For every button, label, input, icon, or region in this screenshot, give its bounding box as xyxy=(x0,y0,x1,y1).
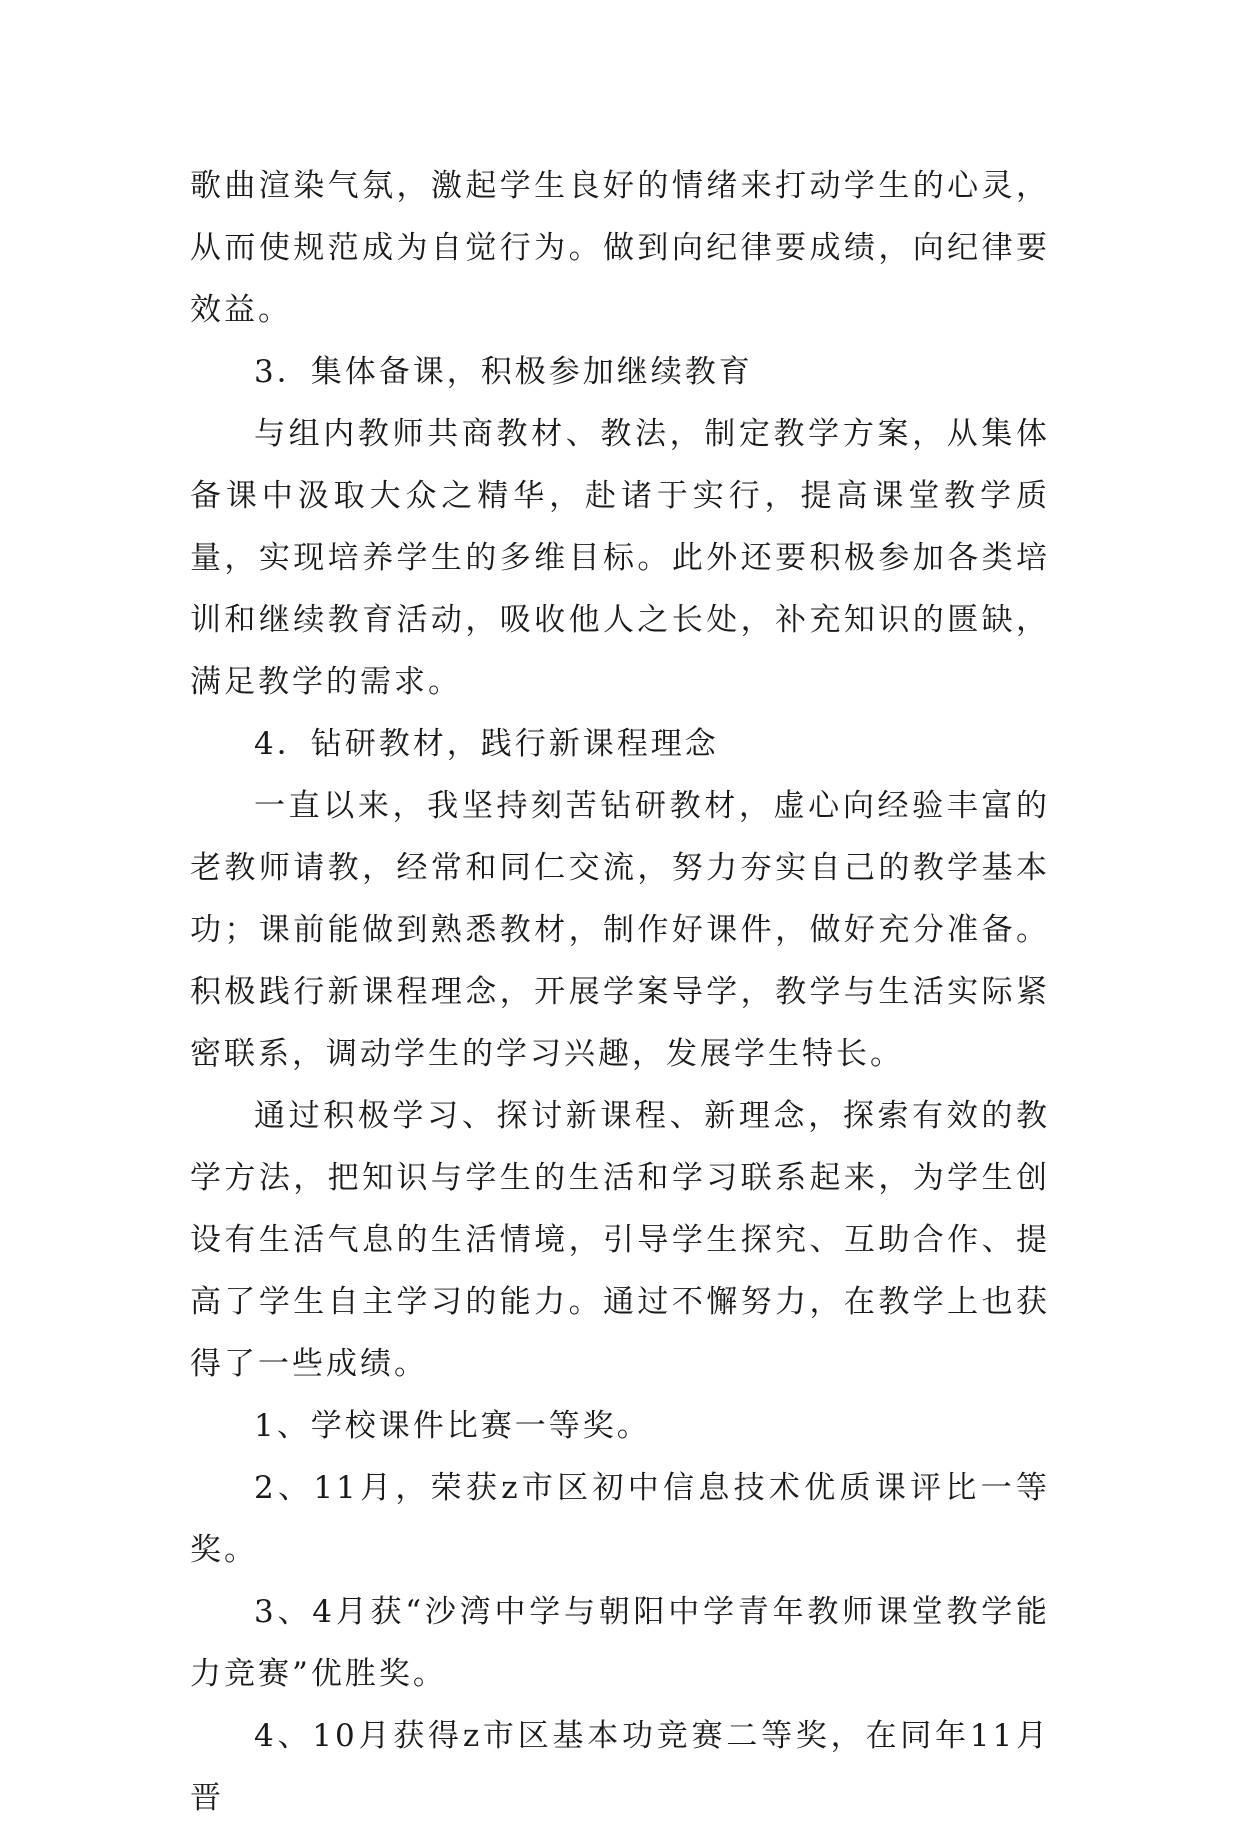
paragraph-achievements-intro: 通过积极学习、探讨新课程、新理念，探索有效的教学方法，把知识与学生的生活和学习联系起来，为学生创设有生活气息的生活情境，引导学生探究、互助合作、提高了学生自主学习的能力。通过不懈努力，在教学上也获得了一些成绩。 xyxy=(190,1098,1050,1382)
award-item-1: 1、学校课件比赛一等奖。 xyxy=(254,1408,651,1444)
document-body xyxy=(190,155,1050,1829)
award-item-4: 4、10月获得z市区基本功竞赛二等奖，在同年11月晋 xyxy=(190,1718,1050,1816)
paragraph-continuation: 歌曲渲染气氛，激起学生良好的情绪来打动学生的心灵，从而使规范成为自觉行为。做到向纪律要成绩，向纪律要效益。 xyxy=(190,168,1050,328)
award-item-2: 2、11月，荣获z市区初中信息技术优质课评比一等奖。 xyxy=(190,1470,1050,1568)
award-item-3: 3、4月获“沙湾中学与朝阳中学青年教师课堂教学能力竞赛”优胜奖。 xyxy=(190,1594,1050,1692)
paragraph-collective-lesson-prep: 与组内教师共商教材、教法，制定教学方案，从集体备课中汲取大众之精华，赴诸于实行，提高课堂教学质量，实现培养学生的多维目标。此外还要积极参加各类培训和继续教育活动，吸收他人之长处，补充知识的匮缺，满足教学的需求。 xyxy=(190,416,1050,700)
section-heading-3: 3．集体备课，积极参加继续教育 xyxy=(254,354,753,390)
section-heading-4: 4．钻研教材，践行新课程理念 xyxy=(254,726,719,762)
paragraph-study-materials: 一直以来，我坚持刻苦钻研教材，虚心向经验丰富的老教师请教，经常和同仁交流，努力夯实自己的教学基本功；课前能做到熟悉教材，制作好课件，做好充分准备。积极践行新课程理念，开展学案导学，教学与生活实际紧密联系，调动学生的学习兴趣，发展学生特长。 xyxy=(190,788,1050,1072)
